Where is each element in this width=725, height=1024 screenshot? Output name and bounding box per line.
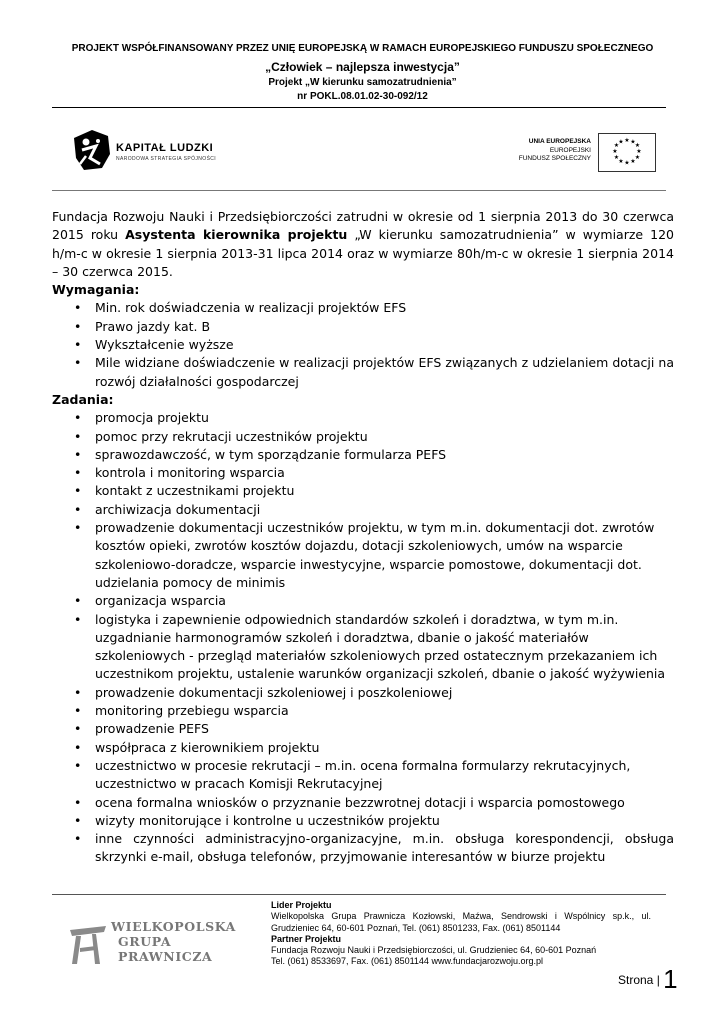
wgp-line-1: WIELKOPOLSKA — [111, 919, 236, 934]
list-item: • sprawozdawczość, w tym sporządzanie formularza PEFS — [52, 446, 674, 464]
bullet-icon: • — [74, 794, 82, 810]
page-label: Strona | — [618, 973, 660, 987]
header-project-number: nr POKL.08.01.02-30-092/12 — [297, 91, 428, 102]
list-item: • Prawo jazdy kat. B — [52, 318, 674, 336]
bullet-icon: • — [74, 721, 82, 737]
bullet-icon: • — [74, 410, 82, 426]
svg-text:★: ★ — [624, 159, 630, 167]
job-title: Asystenta kierownika projektu — [125, 227, 348, 243]
page-number — [618, 960, 678, 994]
bullet-icon: • — [74, 318, 82, 334]
list-item: • prowadzenie PEFS — [52, 720, 674, 738]
leader-details: Wielkopolska Grupa Prawnicza Kozłowski, Maźwa, Sendrowski i Wspólnicy sp.k., ul. Grudzieniec 64, 60-601 Poznań, Tel. (061) 8501233, Fax. (061) 8501144 — [271, 911, 651, 933]
bullet-icon: • — [74, 428, 82, 444]
list-item: • uczestnictwo w procesie rekrutacji – m.in. ocena formalna formularzy rekrutacyjnych, uczestnictwo w pracach Komisji Rekrutacyjnej — [74, 757, 631, 792]
tasks-heading: Zadania: — [52, 391, 114, 407]
list-item: • prowadzenie dokumentacji szkoleniowej i poszkoleniowej — [52, 684, 674, 702]
kapital-ludzki-emblem-icon — [72, 128, 112, 172]
eu-line-2: EUROPEJSKI — [549, 146, 591, 154]
wgp-logo — [66, 918, 236, 968]
list-item: • ocena formalna wniosków o przyznanie bezzwrotnej dotacji i wsparcia pomostowego — [52, 794, 674, 812]
bullet-icon: • — [74, 501, 82, 517]
partner-contact: Tel. (061) 8533697, Fax. (061) 8501144 www.fundacjarozwoju.org.pl — [271, 956, 543, 967]
kapital-ludzki-subtitle: NARODOWA STRATEGIA SPÓJNOŚCI — [116, 156, 217, 162]
leader-heading: Lider Projektu — [271, 900, 332, 910]
bullet-icon: • — [74, 812, 82, 828]
eu-flag-icon — [598, 133, 656, 172]
bullet-icon: • — [74, 611, 82, 627]
bullet-icon: • — [74, 593, 82, 609]
svg-text:★: ★ — [624, 137, 630, 144]
intro-text-1: Fundacja Rozwoju Nauki i Przedsiębiorczości zatrudni w okresie od 1 sierpnia 2013 do 30 czerwca 2015 roku — [52, 209, 674, 243]
svg-text:★: ★ — [634, 142, 641, 149]
bullet-icon: • — [74, 684, 82, 700]
list-item: • logistyka i zapewnienie odpowiednich standardów szkoleń i doradztwa, w tym m.in. uzgadnianie harmonogramów szkoleń i doradztwa, dbanie o jakość materiałów szkoleniowych - przegląd materiałów szkoleniowych przed ostatecznym przekazaniem ich uczestnikom projektu, ustalenie warunków organizacji szkoleń, dbanie o jakość wyżywienia — [74, 611, 666, 682]
list-item: • Wykształcenie wyższe — [52, 336, 674, 354]
svg-text:★: ★ — [636, 148, 642, 155]
wgp-line-2: GRUPA — [118, 934, 172, 949]
bullet-icon: • — [74, 337, 82, 353]
list-item: • kontakt z uczestnikami projektu — [52, 482, 674, 500]
header-slogan: „Człowiek – najlepsza inwestycja” — [265, 60, 460, 74]
requirements-list — [52, 299, 674, 390]
list-item: • wizyty monitorujące i kontrolne u uczestników projektu — [52, 812, 674, 830]
page-number-value: 1 — [663, 964, 678, 994]
eu-line-1: UNIA EUROPEJSKA — [528, 138, 591, 145]
list-item: • inne czynności administracyjno-organizacyjne, m.in. obsługa korespondencji, obsługa skrzynki e-mail, obsługa telefonów, przyjmowanie interesantów w biurze projektu — [74, 831, 674, 865]
bullet-icon: • — [74, 739, 82, 755]
list-item: • organizacja wsparcia — [52, 592, 674, 610]
bullet-icon: • — [74, 483, 82, 499]
list-item: • współpraca z kierownikiem projektu — [52, 739, 674, 757]
job-announcement — [52, 208, 674, 281]
logo-rule — [52, 190, 666, 191]
bullet-icon: • — [74, 465, 82, 481]
wgp-line-3: PRAWNICZA — [118, 949, 213, 964]
bullet-icon: • — [74, 520, 82, 536]
list-item: • Min. rok doświadczenia w realizacji projektów EFS — [52, 299, 674, 317]
footer-contact — [271, 900, 651, 968]
svg-text:★: ★ — [613, 142, 620, 149]
partner-heading: Partner Projektu — [271, 933, 342, 944]
footer-rule — [52, 894, 666, 895]
list-item: • Mile widziane doświadczenie w realizacji projektów EFS związanych z udzielaniem dotacji na rozwój działalności gospodarczej — [74, 355, 674, 389]
tasks-list — [52, 409, 674, 866]
svg-text:★: ★ — [618, 158, 624, 165]
bullet-icon: • — [74, 355, 82, 371]
list-item: • archiwizacja dokumentacji — [52, 501, 674, 519]
intro-text-2: „W kierunku samozatrudnienia” w wymiarze 120 h/m-c w okresie 1 sierpnia 2013-31 lipca 2014 oraz w wymiarze 80h/m-c w okresie 1 sierpnia 2014 – 30 czerwca 2015. — [52, 227, 674, 279]
svg-text:★: ★ — [630, 158, 636, 165]
list-item: • monitoring przebiegu wsparcia — [52, 702, 674, 720]
partner-address: Fundacja Rozwoju Nauki i Przedsiębiorczości, ul. Grudzieniec 64, 60-601 Poznań — [271, 945, 597, 956]
svg-text:★: ★ — [630, 138, 636, 146]
header-rule — [52, 107, 666, 108]
header-program-line: PROJEKT WSPÓŁFINANSOWANY PRZEZ UNIĘ EUROPEJSKĄ W RAMACH EUROPEJSKIEGO FUNDUSZU SPOŁECZNEGO — [71, 43, 654, 54]
bullet-icon: • — [74, 300, 82, 316]
bullet-icon: • — [74, 703, 82, 719]
eu-line-3: FUNDUSZ SPOŁECZNY — [518, 155, 591, 162]
list-item: • prowadzenie dokumentacji uczestników projektu, w tym m.in. dokumentacji dot. zwrotów kosztów opieki, zwrotów kosztów dojazdu, dotacji szkoleniowych, umów na wsparcie szkoleniowo-doradcze, wsparcie inwestycyjne, wsparcie pomostowe, dokumentacji dot. udzielania pomocy de minimis — [74, 520, 655, 590]
list-item: • promocja projektu — [52, 409, 674, 427]
kapital-ludzki-title: KAPITAŁ LUDZKI — [116, 142, 214, 154]
document-body — [52, 208, 674, 867]
eu-logo-text — [500, 138, 591, 164]
kapital-ludzki-logo — [72, 128, 232, 172]
svg-text:★: ★ — [634, 154, 641, 161]
list-item: • pomoc przy rekrutacji uczestników projektu — [52, 428, 674, 446]
svg-text:★: ★ — [612, 148, 618, 155]
bullet-icon: • — [74, 831, 82, 847]
svg-text:★: ★ — [613, 154, 620, 161]
requirements-heading: Wymagania: — [52, 282, 140, 298]
svg-text:★: ★ — [618, 138, 624, 146]
list-item: • kontrola i monitoring wsparcia — [52, 464, 674, 482]
header-project-name: Projekt „W kierunku samozatrudnienia” — [268, 77, 457, 88]
wgp-emblem-icon — [66, 918, 110, 968]
bullet-icon: • — [74, 446, 82, 462]
bullet-icon: • — [74, 757, 82, 773]
